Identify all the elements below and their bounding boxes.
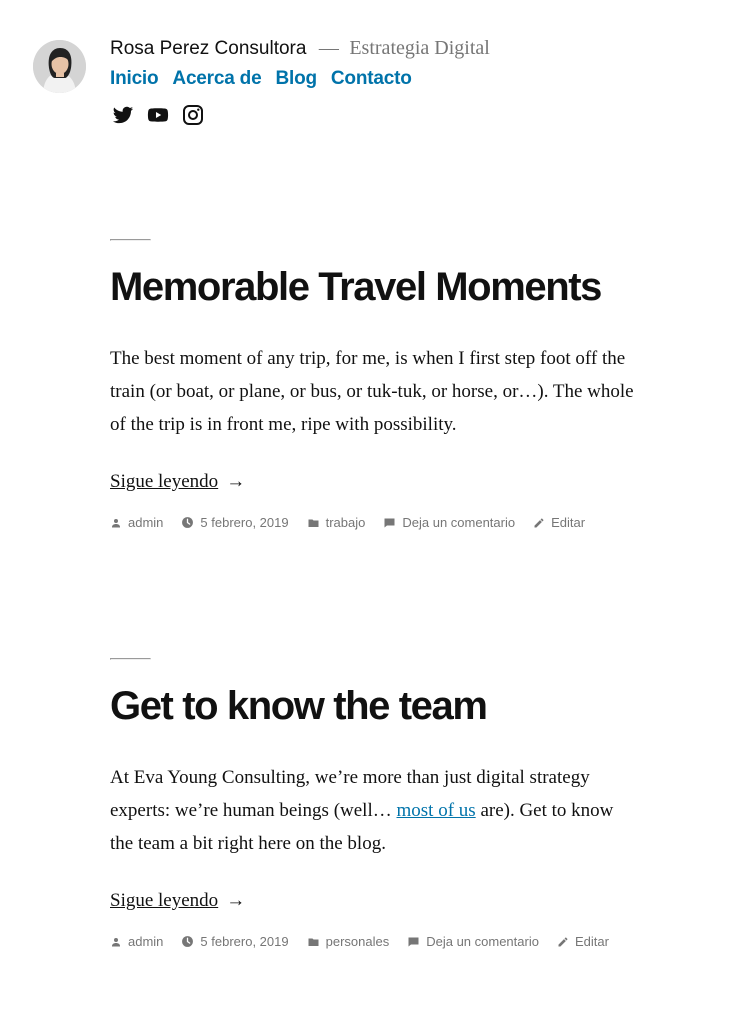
- site-description: Estrategia Digital: [349, 37, 490, 59]
- post-excerpt: [110, 761, 640, 860]
- youtube-icon[interactable]: [146, 103, 170, 127]
- twitter-icon[interactable]: [111, 103, 135, 127]
- post-divider: [110, 239, 151, 241]
- read-more-label: Sigue leyendo: [110, 471, 219, 492]
- nav-item-acerca-de[interactable]: Acerca de: [172, 68, 262, 89]
- read-more-link[interactable]: [110, 471, 245, 493]
- post-category: [307, 515, 366, 530]
- read-more-label: Sigue leyendo: [110, 890, 219, 911]
- comment-link[interactable]: Deja un comentario: [402, 515, 516, 530]
- post-comments: [407, 934, 539, 949]
- nav-item-blog[interactable]: Blog: [275, 68, 317, 89]
- site-logo-avatar[interactable]: [33, 40, 86, 93]
- post-author: [110, 515, 163, 530]
- post-edit: [557, 934, 609, 949]
- folder-icon: [307, 517, 320, 529]
- pencil-icon: [557, 936, 569, 948]
- category-link[interactable]: trabajo: [325, 515, 366, 530]
- post-excerpt: The best moment of any trip, for me, is when I first step foot off the train (or boat, or plane, or bus, or tuk-tuk, or horse, or…). The whole of the trip is in front me, ripe with possibility.: [110, 348, 634, 435]
- pencil-icon: [533, 517, 545, 529]
- post-title[interactable]: Memorable Travel Moments: [110, 265, 602, 309]
- post-date: [181, 934, 288, 949]
- post-meta: [110, 515, 650, 530]
- post-meta: [110, 934, 650, 949]
- post-title[interactable]: Get to know the team: [110, 684, 487, 728]
- date-link[interactable]: 5 febrero, 2019: [200, 515, 289, 530]
- arrow-right-icon: →: [226, 890, 246, 911]
- most-of-us-link[interactable]: most of us: [396, 800, 476, 821]
- main-navigation: [110, 66, 412, 92]
- post-comments: [383, 515, 515, 530]
- post-edit: [533, 515, 585, 530]
- arrow-right-icon: →: [226, 471, 246, 492]
- clock-icon: [181, 935, 194, 948]
- excerpt-text-after: are). Get to know the team a bit right here on the blog.: [110, 800, 614, 854]
- comment-icon: [407, 936, 420, 948]
- nav-item-contacto[interactable]: Contacto: [330, 68, 412, 89]
- comment-link[interactable]: Deja un comentario: [426, 934, 539, 949]
- comment-icon: [383, 517, 396, 529]
- person-icon: [110, 936, 122, 948]
- clock-icon: [181, 516, 194, 529]
- edit-link[interactable]: Editar: [574, 934, 609, 949]
- date-link[interactable]: 5 febrero, 2019: [200, 934, 289, 949]
- title-separator: —: [318, 37, 339, 59]
- instagram-icon[interactable]: [181, 103, 205, 127]
- edit-link[interactable]: Editar: [551, 515, 586, 530]
- post-divider: [110, 658, 151, 660]
- person-icon: [110, 517, 122, 529]
- site-title-link[interactable]: Rosa Perez Consultora: [110, 38, 307, 59]
- read-more-link[interactable]: [110, 890, 245, 912]
- post-get-to-know-the-team: [110, 658, 650, 949]
- post-date: [181, 515, 288, 530]
- post-author: [110, 934, 163, 949]
- site-branding: [110, 34, 490, 64]
- social-navigation: [111, 103, 205, 127]
- post-category: [307, 934, 390, 949]
- author-link[interactable]: admin: [128, 515, 164, 530]
- category-link[interactable]: personales: [325, 934, 390, 949]
- post-memorable-travel-moments: [110, 239, 650, 530]
- author-link[interactable]: admin: [128, 934, 164, 949]
- folder-icon: [307, 936, 320, 948]
- excerpt-text-before: At Eva Young Consulting, we’re more than just digital strategy experts: we’re human beings (well…: [110, 767, 590, 821]
- nav-item-inicio[interactable]: Inicio: [110, 68, 159, 89]
- avatar-portrait-image: [33, 40, 86, 93]
